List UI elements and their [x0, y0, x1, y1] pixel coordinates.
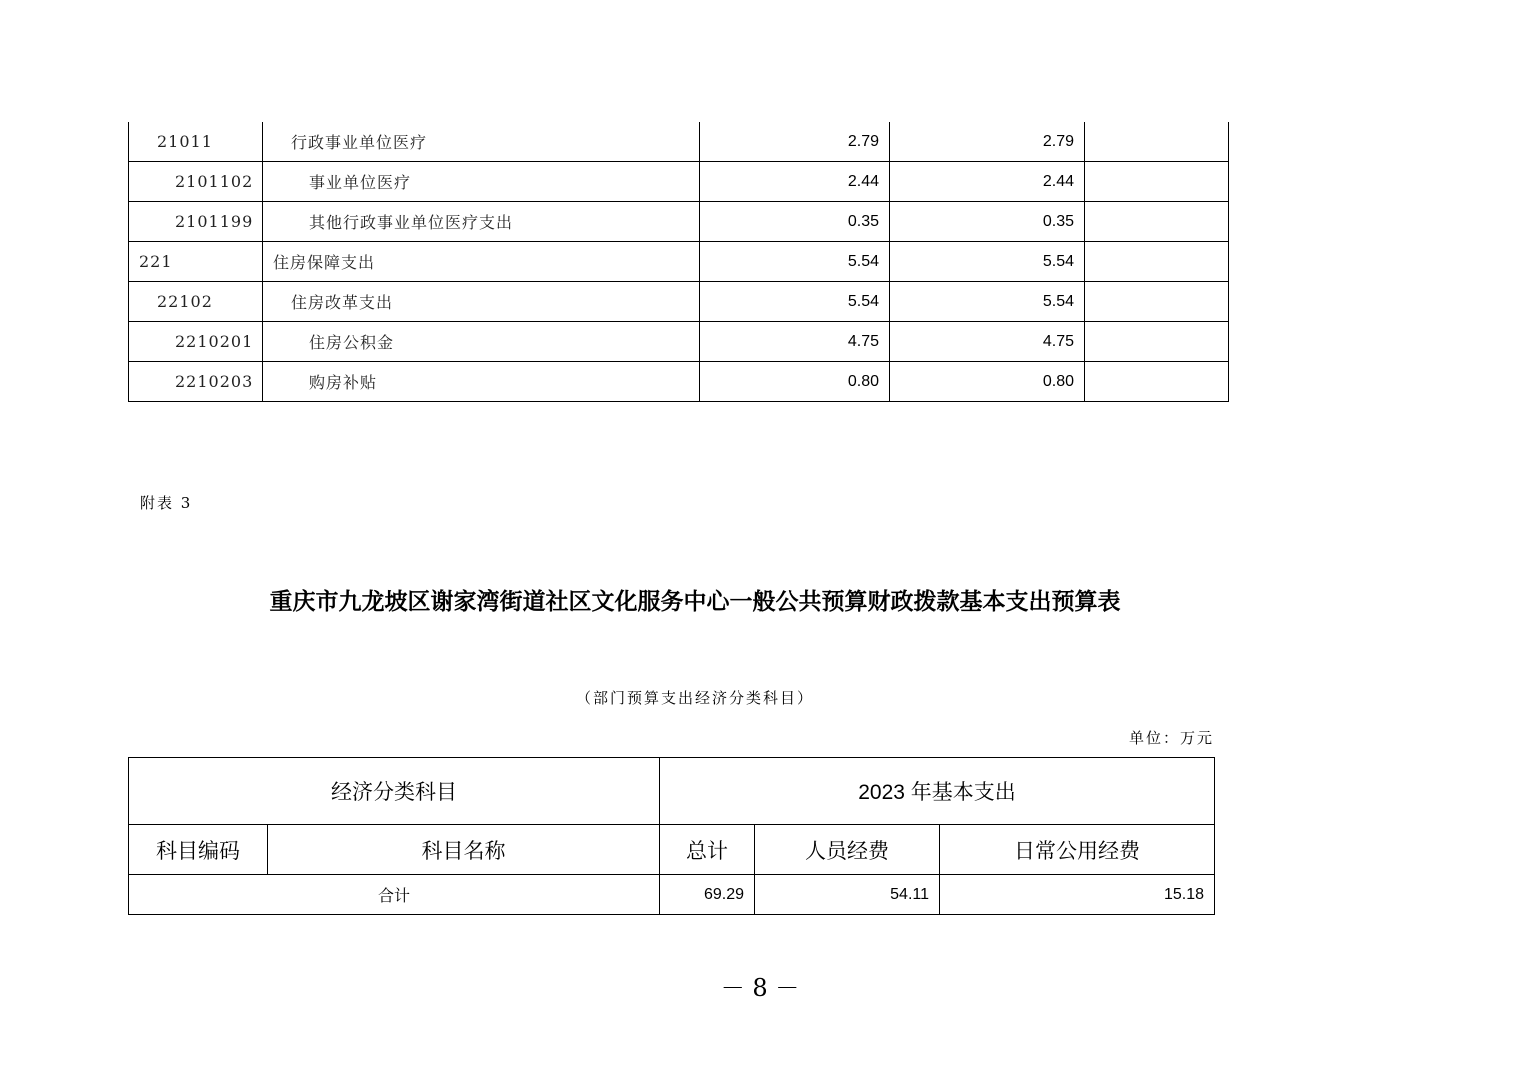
- amount-total-cell: 4.75: [700, 322, 890, 362]
- table-row: [129, 322, 1229, 362]
- public-expense-value: 15.18: [940, 875, 1215, 915]
- subject-code-cell: 221: [129, 242, 263, 282]
- header-personnel: 人员经费: [755, 825, 940, 875]
- header-total: 总计: [660, 825, 755, 875]
- amount-project-cell: [1085, 162, 1229, 202]
- amount-total-cell: 2.44: [700, 162, 890, 202]
- appendix-caption: 附表 3: [140, 494, 193, 512]
- amount-basic-cell: 5.54: [890, 282, 1085, 322]
- total-label: 合计: [129, 875, 660, 915]
- amount-basic-cell: 4.75: [890, 322, 1085, 362]
- unit-label: 单位：万元: [1128, 729, 1214, 747]
- amount-project-cell: [1085, 282, 1229, 322]
- amount-basic-cell: 2.79: [890, 122, 1085, 162]
- subject-name-cell: 住房公积金: [263, 322, 700, 362]
- header-2023-basic-expenditure: 2023 年基本支出: [660, 758, 1215, 825]
- personnel-value: 54.11: [755, 875, 940, 915]
- amount-total-cell: 5.54: [700, 242, 890, 282]
- amount-basic-cell: 5.54: [890, 242, 1085, 282]
- amount-project-cell: [1085, 322, 1229, 362]
- subject-name-cell: 住房保障支出: [263, 242, 700, 282]
- amount-basic-cell: 0.80: [890, 362, 1085, 402]
- header-row-columns: [129, 825, 1215, 875]
- subject-name-cell: 事业单位医疗: [263, 162, 700, 202]
- page-title: 重庆市九龙坡区谢家湾街道社区文化服务中心一般公共预算财政拨款基本支出预算表: [269, 588, 1121, 615]
- amount-total-cell: 0.80: [700, 362, 890, 402]
- subject-code-cell: 22102: [129, 282, 263, 322]
- header-row-group: [129, 758, 1215, 825]
- table-row: [129, 202, 1229, 242]
- amount-project-cell: [1085, 122, 1229, 162]
- total-row: [129, 875, 1215, 915]
- amount-total-cell: 2.79: [700, 122, 890, 162]
- table-row: [129, 362, 1229, 402]
- subject-code-cell: 21011: [129, 122, 263, 162]
- amount-basic-cell: 2.44: [890, 162, 1085, 202]
- subject-name-cell: 其他行政事业单位医疗支出: [263, 202, 700, 242]
- page-number: － 8 －: [720, 974, 800, 1002]
- table-row: [129, 282, 1229, 322]
- subject-code-cell: 2210201: [129, 322, 263, 362]
- table-row: [129, 162, 1229, 202]
- expenditure-table-continued: [128, 122, 1229, 402]
- subject-name-cell: 住房改革支出: [263, 282, 700, 322]
- header-subject-code: 科目编码: [129, 825, 268, 875]
- header-subject-name: 科目名称: [268, 825, 660, 875]
- amount-project-cell: [1085, 242, 1229, 282]
- table-row: [129, 242, 1229, 282]
- amount-project-cell: [1085, 362, 1229, 402]
- header-public-expense: 日常公用经费: [940, 825, 1215, 875]
- amount-total-cell: 0.35: [700, 202, 890, 242]
- table-row: [129, 122, 1229, 162]
- subject-name-cell: 购房补贴: [263, 362, 700, 402]
- subject-code-cell: 2101199: [129, 202, 263, 242]
- subject-code-cell: 2210203: [129, 362, 263, 402]
- subject-name-cell: 行政事业单位医疗: [263, 122, 700, 162]
- table-subtitle: （部门预算支出经济分类科目）: [575, 689, 814, 707]
- header-economic-classification: 经济分类科目: [129, 758, 660, 825]
- amount-total-cell: 5.54: [700, 282, 890, 322]
- amount-project-cell: [1085, 202, 1229, 242]
- amount-basic-cell: 0.35: [890, 202, 1085, 242]
- total-value: 69.29: [660, 875, 755, 915]
- subject-code-cell: 2101102: [129, 162, 263, 202]
- basic-expenditure-table: [128, 757, 1215, 915]
